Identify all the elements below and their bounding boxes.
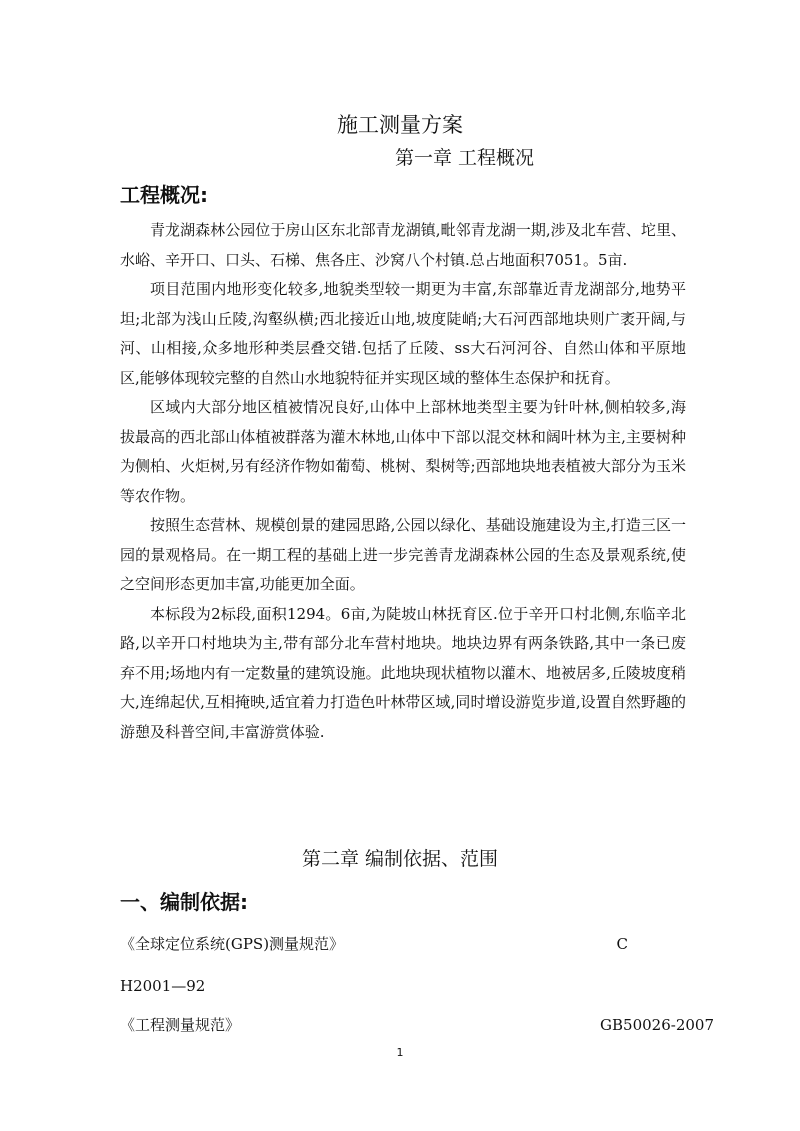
chapter-2-heading: 第二章 编制依据、范围 — [301, 848, 499, 870]
section-basis-heading: 一、编制依据: — [120, 890, 248, 914]
overview-body — [120, 216, 686, 747]
reference-code: C — [616, 935, 628, 953]
page-number: 1 — [396, 1046, 404, 1059]
paragraph-terrain: 项目范围内地形变化较多,地貌类型较一期更为丰富,东部靠近青龙湖部分,地势平坦;北部为浅山丘陵,沟壑纵横;西北接近山地,坡度陡峭;大石河西部地块则广袤开阔,与河、山相接,众多地形种类层叠交错.包括了丘陵、ss大石河河谷、自然山体和平原地区,能够体现较完整的自然山水地貌特征并实现区域的整体生态保护和抚育。 — [120, 280, 686, 387]
reference-code: GB50026-2007 — [600, 1016, 714, 1034]
section-overview-heading: 工程概况: — [120, 183, 208, 207]
paragraph-section-2: 本标段为2标段,面积1294。6亩,为陡坡山林抚育区.位于辛开口村北侧,东临辛北路,以辛开口村地块为主,带有部分北车营村地块。地块边界有两条铁路,其中一条已废弃不用;场地内有一定数量的建筑设施。此地块现状植物以灌木、地被居多,丘陵坡度稍大,连绵起伏,互相掩映,适宜着力打造色叶林带区域,同时增设游览步道,设置自然野趣的游憩及科普空间,丰富游赏体验. — [120, 604, 686, 741]
reference-name: H2001—92 — [120, 977, 206, 995]
reference-name: 《工程测量规范》 — [120, 1016, 241, 1034]
paragraph-location: 青龙湖森林公园位于房山区东北部青龙湖镇,毗邻青龙湖一期,涉及北车营、坨里、水峪、辛开口、口头、石梯、焦各庄、沙窝八个村镇.总占地面积7051。5亩. — [120, 221, 686, 269]
chapter-1-heading: 第一章 工程概况 — [395, 147, 535, 169]
paragraph-concept: 按照生态营林、规模创景的建园思路,公园以绿化、基础设施建设为主,打造三区一园的景观格局。在一期工程的基础上进一步完善青龙湖森林公园的生态及景观系统,使之空间形态更加丰富,功能更加全面。 — [120, 516, 686, 593]
document-title: 施工测量方案 — [337, 113, 463, 137]
paragraph-vegetation: 区域内大部分地区植被情况良好,山体中上部林地类型主要为针叶林,侧柏较多,海拔最高的西北部山体植被群落为灌木林地,山体中下部以混交林和阔叶林为主,主要树种为侧柏、火炬树,另有经济作物如葡萄、桃树、梨树等;西部地块地表植被大部分为玉米等农作物。 — [120, 398, 686, 505]
reference-name: 《全球定位系统(GPS)测量规范》 — [120, 935, 345, 953]
